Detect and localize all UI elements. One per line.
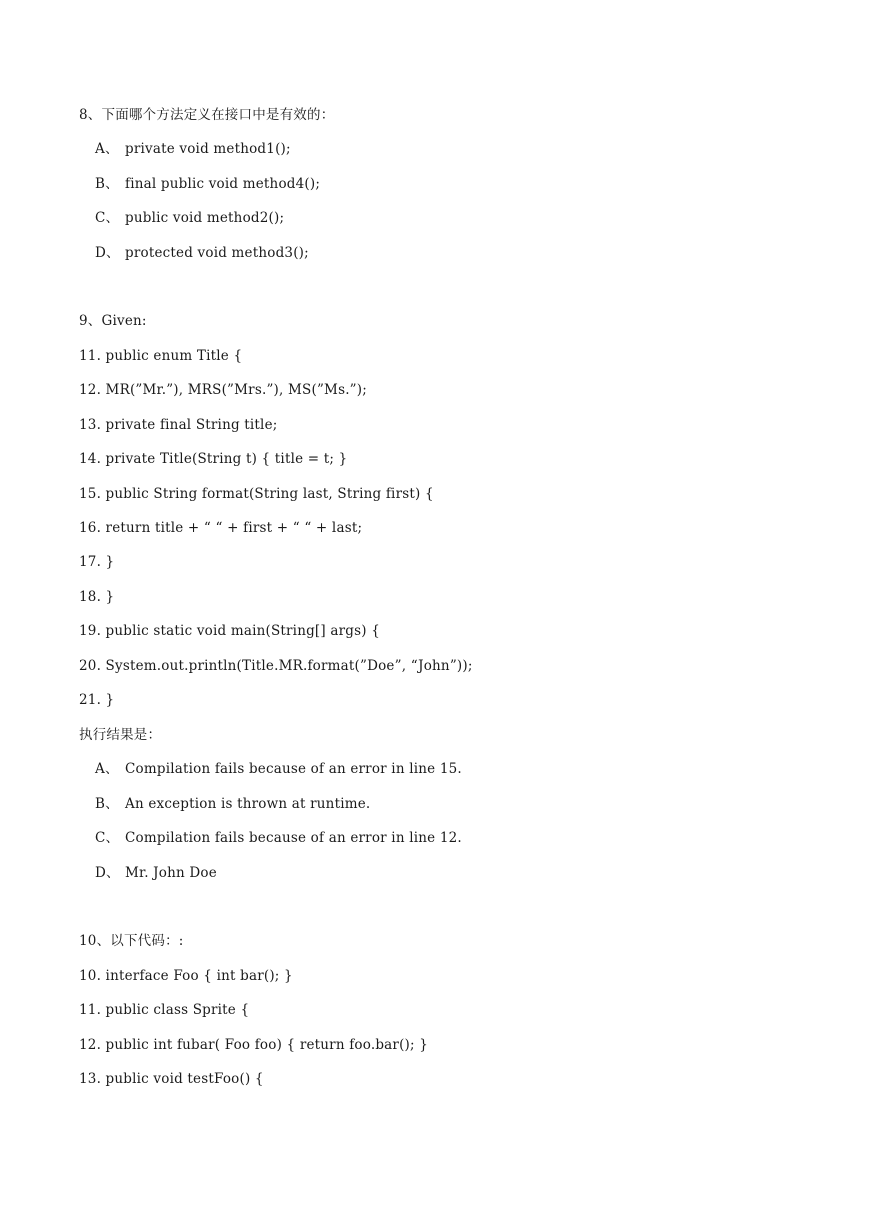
code-line: 17. }: [79, 554, 115, 570]
code-line: 19. public static void main(String[] args) {: [79, 623, 380, 639]
q8-option-d: [95, 243, 309, 263]
option-letter: C、: [95, 830, 120, 846]
code-line: 12. MR(”Mr.”), MRS(”Mrs.”), MS(”Ms.”);: [79, 382, 368, 398]
code-line: 14. private Title(String t) { title = t; }: [79, 451, 348, 467]
code-line: 15. public String format(String last, String first) {: [79, 486, 434, 502]
code-line: 16. return title + “ “ + first + “ “ + last;: [79, 520, 363, 536]
option-letter: B、: [95, 176, 119, 192]
q8-option-a: [95, 139, 291, 159]
code-line: 21. }: [79, 692, 115, 708]
option-letter: A、: [95, 141, 119, 157]
code-line: 11. public class Sprite {: [79, 1002, 250, 1018]
option-text: public void method2();: [125, 210, 285, 226]
option-letter: D、: [95, 865, 120, 881]
q9-option-a: [95, 759, 462, 779]
option-letter: C、: [95, 210, 120, 226]
code-line: 18. }: [79, 589, 115, 605]
option-text: An exception is thrown at runtime.: [125, 796, 371, 812]
code-line: 13. private final String title;: [79, 417, 278, 433]
code-line: 12. public int fubar( Foo foo) { return foo.bar(); }: [79, 1037, 429, 1053]
question-8-heading: 8、下面哪个方法定义在接口中是有效的：: [79, 107, 335, 123]
option-text: private void method1();: [125, 141, 291, 157]
option-text: final public void method4();: [125, 176, 321, 192]
q9-option-d: [95, 863, 217, 883]
code-line: 11. public enum Title {: [79, 348, 243, 364]
option-text: protected void method3();: [125, 245, 309, 261]
q8-option-b: [95, 174, 320, 194]
q9-option-c: [95, 828, 462, 848]
option-text: Compilation fails because of an error in line 12.: [125, 830, 462, 846]
code-line: 10. interface Foo { int bar(); }: [79, 968, 293, 984]
q8-option-c: [95, 208, 284, 228]
option-text: Compilation fails because of an error in line 15.: [125, 761, 462, 777]
q9-option-b: [95, 794, 370, 814]
code-line: 13. public void testFoo() {: [79, 1071, 264, 1087]
code-line: 20. System.out.println(Title.MR.format(”Doe”, “John”));: [79, 658, 473, 674]
question-10-heading: 10、以下代码：:: [79, 933, 184, 949]
option-letter: A、: [95, 761, 119, 777]
option-letter: D、: [95, 245, 120, 261]
option-text: Mr. John Doe: [125, 865, 217, 881]
option-letter: B、: [95, 796, 119, 812]
question-9-heading: 9、Given:: [79, 313, 147, 329]
result-label: 执行结果是：: [79, 727, 162, 743]
